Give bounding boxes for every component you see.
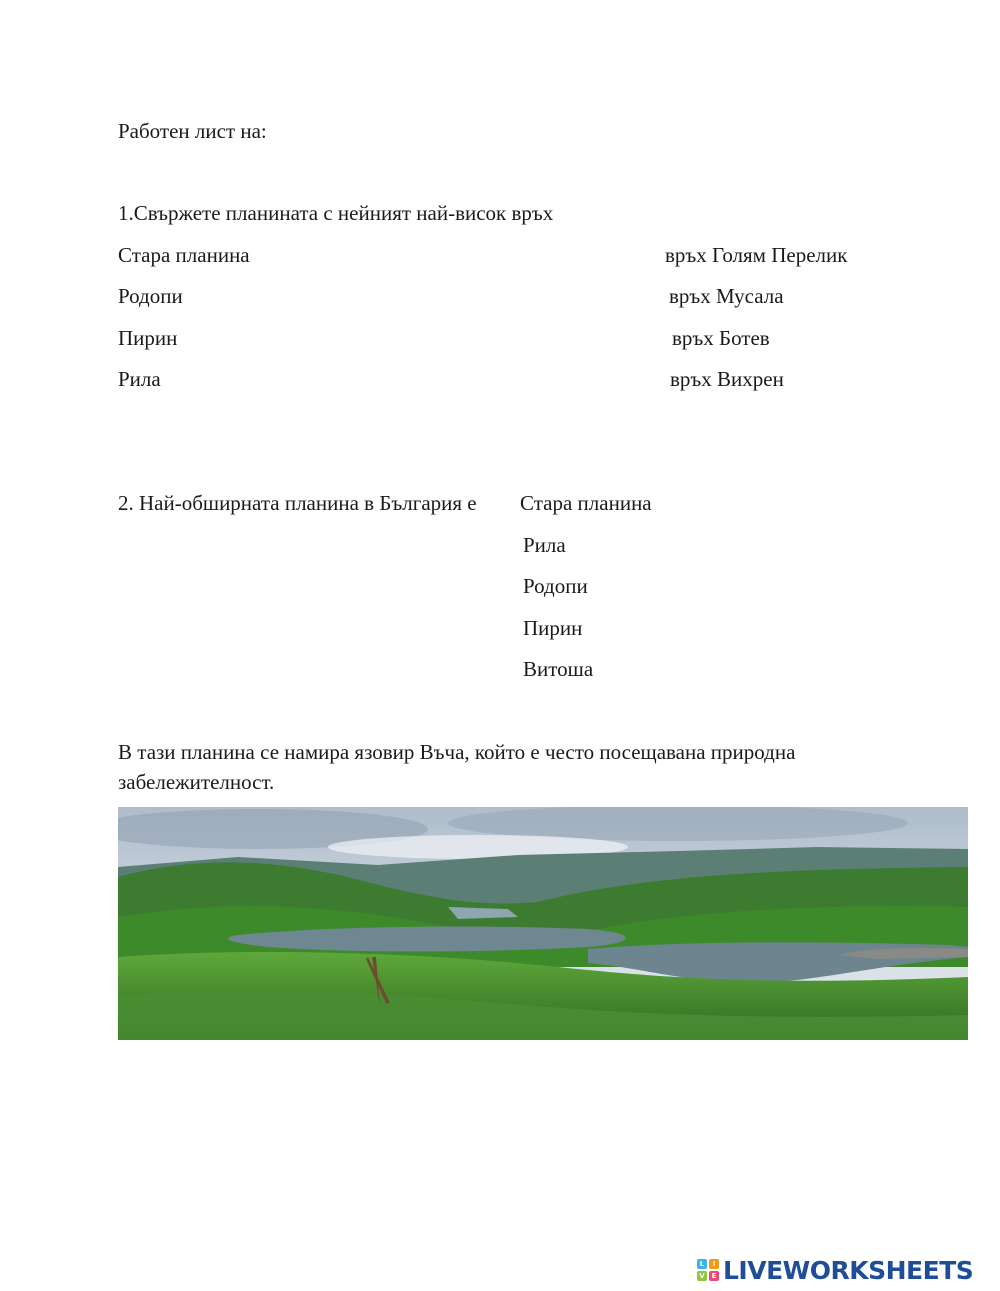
logo-icon-letter: E xyxy=(709,1271,719,1281)
liveworksheets-logo xyxy=(697,1254,973,1286)
logo-icon-letter: V xyxy=(697,1271,707,1281)
task2-option: Витоша xyxy=(523,657,594,681)
mountain-item: Родопи xyxy=(118,284,183,308)
logo-icon-letter: I xyxy=(709,1259,719,1269)
task1-question: 1.Свържете планината с нейният най-висок връх xyxy=(118,201,554,225)
task2-option: Рила xyxy=(523,533,566,557)
mountain-item: Пирин xyxy=(118,326,178,350)
peak-item: връх Мусала xyxy=(669,284,784,308)
logo-text: LIVEWORKSHEETS xyxy=(723,1255,974,1285)
info-paragraph: В тази планина се намира язовир Въча, който е често посещавана природна забележителност. xyxy=(118,740,796,794)
task2-option: Пирин xyxy=(523,616,583,640)
landscape-photo-icon xyxy=(118,807,968,1040)
logo-icon-letter: L xyxy=(697,1259,707,1269)
task2-question: 2. Най-обширната планина в България е xyxy=(118,491,477,515)
mountain-item: Стара планина xyxy=(118,243,250,267)
peak-item: връх Ботев xyxy=(672,326,770,350)
peak-item: връх Вихрен xyxy=(670,367,784,391)
peak-item: връх Голям Перелик xyxy=(665,243,848,267)
task2-option: Стара планина xyxy=(520,491,652,515)
liveworksheets-icon xyxy=(697,1259,719,1281)
landscape-photo xyxy=(118,807,968,1040)
mountain-item: Рила xyxy=(118,367,161,391)
page-title: Работен лист на: xyxy=(118,119,267,143)
task2-option: Родопи xyxy=(523,574,588,598)
